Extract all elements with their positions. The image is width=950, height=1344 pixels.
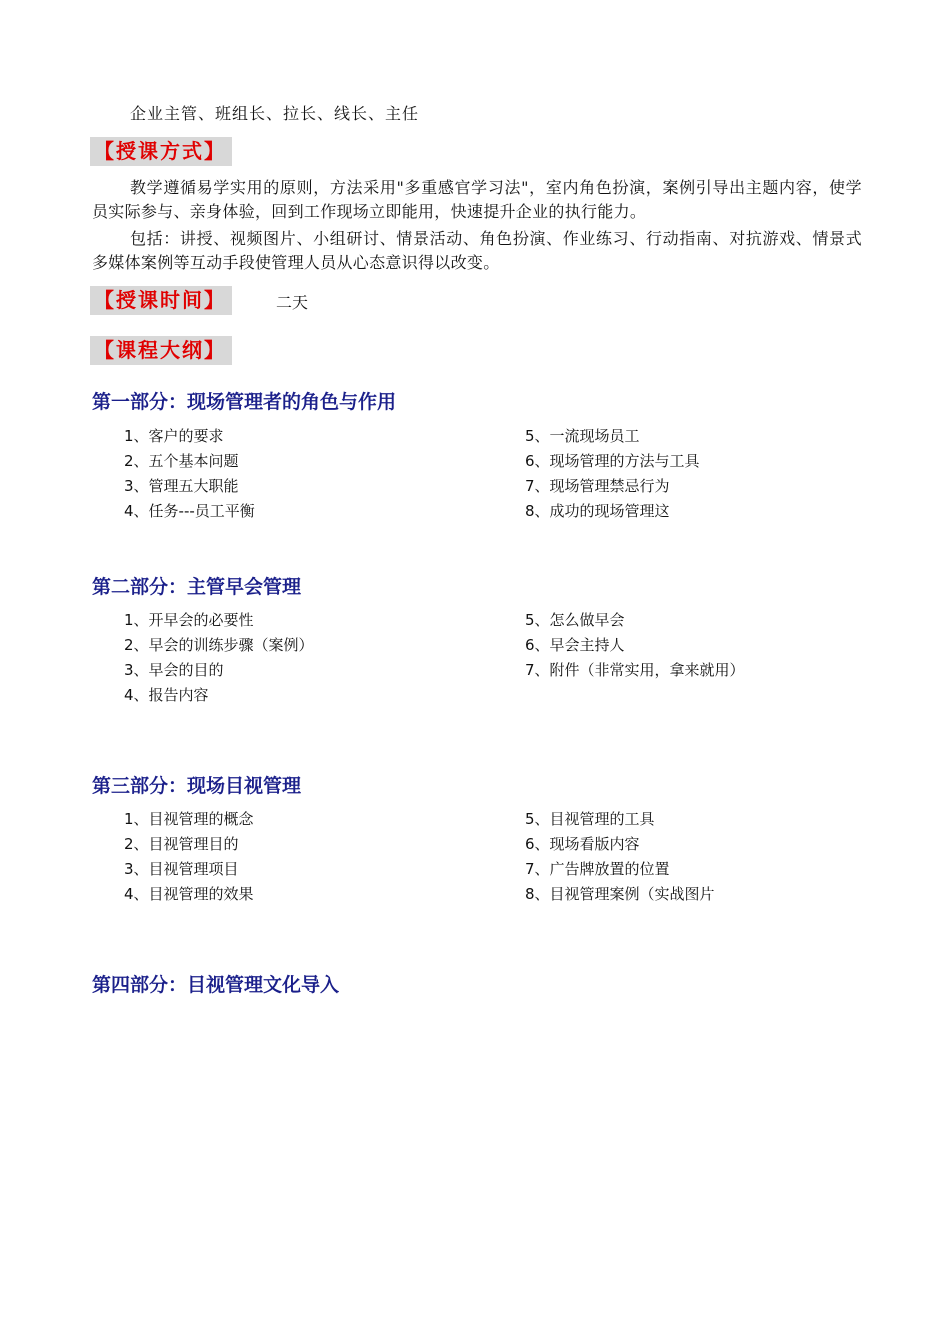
method-paragraph-1: 教学遵循易学实用的原则，方法采用"多重感官学习法"，室内角色扮演，案例引导出主题内容，使学员实际参与、亲身体验，回到工作现场立即能用，快速提升企业的执行能力。 <box>92 178 862 221</box>
list-item: 4、报告内容 <box>124 686 209 704</box>
section-label-course-outline: 【课程大纲】 <box>90 336 232 365</box>
list-item: 1、开早会的必要性 <box>124 611 254 629</box>
part-2-right-list <box>525 608 745 683</box>
teaching-time-value: 二天 <box>276 293 309 312</box>
list-item: 4、目视管理的效果 <box>124 885 254 903</box>
list-item: 3、管理五大职能 <box>124 477 239 495</box>
list-item: 4、任务---员工平衡 <box>124 502 255 520</box>
list-item: 2、五个基本问题 <box>124 452 239 470</box>
part-1-title: 第一部分：现场管理者的角色与作用 <box>92 391 397 413</box>
part-2-left-list <box>124 608 314 708</box>
list-item: 5、怎么做早会 <box>525 611 625 629</box>
list-item: 2、目视管理目的 <box>124 835 239 853</box>
audience-line: 企业主管、班组长、拉长、线长、主任 <box>130 104 420 123</box>
list-item: 3、早会的目的 <box>124 661 224 679</box>
list-item: 2、早会的训练步骤（案例） <box>124 636 314 654</box>
section-label-teaching-time: 【授课时间】 <box>90 286 232 315</box>
list-item: 5、目视管理的工具 <box>525 810 655 828</box>
list-item: 6、早会主持人 <box>525 636 625 654</box>
part-2-title: 第二部分：主管早会管理 <box>92 576 302 598</box>
list-item: 7、附件（非常实用，拿来就用） <box>525 661 745 679</box>
part-3-left-list <box>124 807 254 907</box>
part-3-right-list <box>525 807 715 907</box>
part-4-title: 第四部分：目视管理文化导入 <box>92 974 340 996</box>
list-item: 1、客户的要求 <box>124 427 224 445</box>
list-item: 8、目视管理案例（实战图片 <box>525 885 715 903</box>
list-item: 6、现场看版内容 <box>525 835 640 853</box>
section-label-teaching-method: 【授课方式】 <box>90 137 232 166</box>
part-1-right-list <box>525 424 700 524</box>
list-item: 8、成功的现场管理这 <box>525 502 670 520</box>
list-item: 5、一流现场员工 <box>525 427 640 445</box>
list-item: 7、广告牌放置的位置 <box>525 860 670 878</box>
method-paragraph-2: 包括：讲授、视频图片、小组研讨、情景活动、角色扮演、作业练习、行动指南、对抗游戏、情景式多媒体案例等互动手段使管理人员从心态意识得以改变。 <box>92 229 862 272</box>
list-item: 6、现场管理的方法与工具 <box>525 452 700 470</box>
list-item: 1、目视管理的概念 <box>124 810 254 828</box>
part-3-title: 第三部分：现场目视管理 <box>92 775 302 797</box>
part-1-left-list <box>124 424 255 524</box>
list-item: 7、现场管理禁忌行为 <box>525 477 670 495</box>
list-item: 3、目视管理项目 <box>124 860 239 878</box>
